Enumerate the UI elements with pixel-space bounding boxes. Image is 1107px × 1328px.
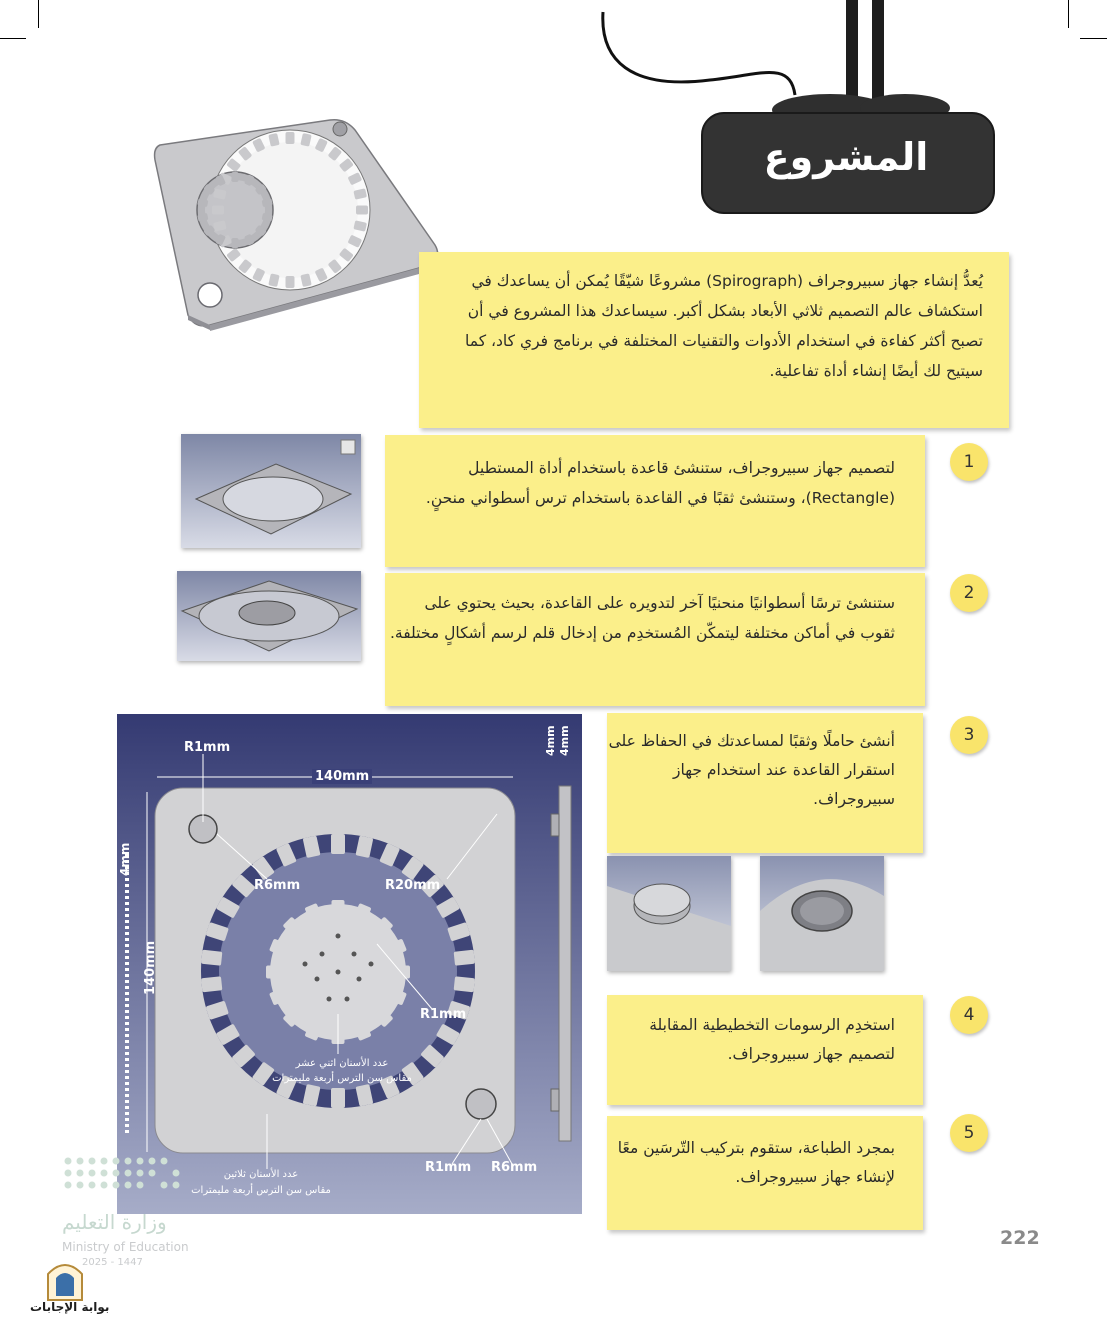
logo-dot bbox=[125, 1170, 132, 1177]
pen-hole bbox=[327, 997, 332, 1002]
pen-hole bbox=[357, 977, 362, 982]
step1-render bbox=[181, 434, 361, 548]
crop-mark bbox=[38, 0, 39, 28]
bottom-holder-circle bbox=[466, 1089, 496, 1119]
step2-image bbox=[177, 571, 361, 661]
logo-dot bbox=[65, 1182, 72, 1189]
step5-number: 5 bbox=[950, 1114, 988, 1152]
pen-hole bbox=[336, 970, 341, 975]
logo-dot bbox=[137, 1170, 144, 1177]
ministry-logo-dots bbox=[62, 1153, 202, 1208]
logo-dot bbox=[89, 1182, 96, 1189]
header-sign bbox=[590, 0, 1010, 225]
pen-hole bbox=[320, 952, 325, 957]
logo-dot bbox=[77, 1182, 84, 1189]
gear-tooth bbox=[331, 1088, 345, 1108]
crop-mark bbox=[1068, 0, 1069, 28]
logo-dot bbox=[113, 1170, 120, 1177]
logo-dot bbox=[125, 1182, 132, 1189]
logo-dot bbox=[89, 1158, 96, 1165]
label-r6-top: R6mm bbox=[254, 878, 301, 893]
crop-mark bbox=[1080, 38, 1107, 39]
pen-hole bbox=[352, 952, 357, 957]
logo-dot bbox=[101, 1158, 108, 1165]
label-r20: R20mm bbox=[385, 878, 441, 893]
holder-pin-render bbox=[607, 856, 731, 971]
step1-text: لتصميم جهاز سبيروجراف، ستنشئ قاعدة باستخدام أداة المستطيل (Rectangle)، وستنشئ ثقبًا في القاعدة باستخدام ترس أسطواني منحنٍ. bbox=[425, 459, 895, 507]
pen-hole bbox=[315, 977, 320, 982]
site-logo-icon bbox=[44, 1256, 86, 1302]
logo-dot bbox=[137, 1182, 144, 1189]
step3-text: أنشئ حاملًا وثقبًا لمساعدتك في الحفاظ على استقرار القاعدة عند استخدام جهاز سبيروجراف. bbox=[608, 732, 895, 808]
label-r1-bottom: R1mm bbox=[425, 1160, 472, 1175]
logo-dot bbox=[101, 1182, 108, 1189]
label-width: 140mm bbox=[312, 769, 372, 784]
logo-dot bbox=[113, 1182, 120, 1189]
gear-tooth bbox=[454, 976, 475, 992]
logo-dot bbox=[77, 1170, 84, 1177]
ministry-name-ar: وزارة التعليم bbox=[62, 1210, 167, 1234]
step3-number: 3 bbox=[950, 716, 988, 754]
label-r1-top: R1mm bbox=[184, 740, 231, 755]
step2-number: 2 bbox=[950, 574, 988, 612]
intro-note bbox=[419, 252, 1009, 428]
gear-tooth bbox=[331, 834, 345, 854]
spirograph-3d-illustration bbox=[150, 115, 450, 335]
gear-tooth bbox=[201, 950, 222, 966]
label-outer-gear-line2: مقاس سن الترس أربعة مليمترات bbox=[191, 1185, 331, 1196]
logo-dot bbox=[149, 1158, 156, 1165]
logo-dot bbox=[77, 1158, 84, 1165]
label-inner-gear-line1: عدد الأسنان اثني عشر bbox=[295, 1058, 389, 1069]
pen-hole bbox=[369, 962, 374, 967]
label-inner-gear-line2: مقاس سن الترس أربعة مليمترات bbox=[272, 1073, 412, 1084]
step3-note bbox=[607, 713, 923, 853]
holder-hole-image bbox=[760, 856, 884, 971]
pen-hole bbox=[303, 962, 308, 967]
holder-hole-render bbox=[760, 856, 884, 971]
holder-pin-image bbox=[607, 856, 731, 971]
gear-tooth bbox=[201, 976, 222, 992]
step1-number: 1 bbox=[950, 443, 988, 481]
logo-dot bbox=[161, 1182, 168, 1189]
label-thickness-b: 4mm bbox=[558, 725, 571, 756]
logo-dot bbox=[173, 1182, 180, 1189]
step4-text: استخدِم الرسومات التخطيطية المقابلة لتصميم جهاز سبيروجراف. bbox=[649, 1016, 895, 1063]
step5-note bbox=[607, 1116, 923, 1230]
crop-mark bbox=[0, 38, 26, 39]
gear-tooth bbox=[232, 238, 239, 248]
label-height: 140mm bbox=[143, 940, 158, 995]
logo-dot bbox=[161, 1158, 168, 1165]
step5-text: بمجرد الطباعة، ستقوم بتركيب التّرسَين معًا لإنشاء جهاز سبيروجراف. bbox=[617, 1139, 895, 1186]
step4-note bbox=[607, 995, 923, 1105]
logo-dot bbox=[65, 1158, 72, 1165]
pen-hole bbox=[336, 934, 341, 939]
page-title: المشروع bbox=[763, 135, 929, 179]
label-r1-inner: R1mm bbox=[420, 1007, 467, 1022]
gear-tooth bbox=[356, 206, 368, 215]
ministry-year: 2025 - 1447 bbox=[82, 1257, 143, 1268]
pen-hole bbox=[345, 997, 350, 1002]
step2-render bbox=[177, 571, 361, 661]
gear-tooth bbox=[266, 966, 282, 979]
gear-tooth bbox=[286, 276, 295, 288]
intro-text: يُعدُّ إنشاء جهاز سبيروجراف (Spirograph) مشروعًا شيّقًا يُمكن أن يساعدك في استكشاف عالم التصميم ثلاثي الأبعاد بشكل أكبر. سيساعدك هذا المشروع في أن تصبح أكثر كفاءة في استخدام الأدوات والتقنيات المختلفة في برنامج فري كاد، كما سيتيح لك أيضًا إنشاء أداة تفاعلية. bbox=[465, 272, 983, 380]
logo-dot bbox=[137, 1158, 144, 1165]
gear-tooth bbox=[212, 206, 224, 215]
gear-tooth bbox=[332, 900, 345, 916]
logo-dot bbox=[101, 1170, 108, 1177]
gear-tooth bbox=[454, 950, 475, 966]
logo-dot bbox=[89, 1170, 96, 1177]
logo-dot bbox=[149, 1170, 156, 1177]
logo-dot bbox=[65, 1170, 72, 1177]
site-logo-text: بوابة الإجابات bbox=[30, 1300, 110, 1314]
ministry-name-en: Ministry of Education bbox=[62, 1240, 189, 1254]
step4-number: 4 bbox=[950, 996, 988, 1034]
gear-tooth bbox=[286, 132, 295, 144]
gear-tooth bbox=[232, 172, 239, 182]
step1-image bbox=[181, 434, 361, 548]
step2-text: ستنشئ ترسًا أسطوانيًا منحنيًا آخر لتدويره على القاعدة، بحيث يحتوي على ثقوب في أماكن مختلفة ليتمكّن المُستخدِم من إدخال قلم لرسم أشكالٍ مختلفة. bbox=[389, 594, 895, 642]
label-side-4mm: 4mm bbox=[118, 842, 132, 876]
side-profile bbox=[559, 786, 571, 1141]
label-r6-bottom: R6mm bbox=[491, 1160, 538, 1175]
step1-note bbox=[385, 435, 925, 567]
logo-dot bbox=[125, 1158, 132, 1165]
page-number: 222 bbox=[1000, 1227, 1040, 1249]
logo-dot bbox=[113, 1158, 120, 1165]
blueprint-diagram bbox=[117, 714, 582, 1214]
logo-dot bbox=[173, 1170, 180, 1177]
label-outer-gear-line1: عدد الأسنان ثلاثين bbox=[223, 1169, 299, 1180]
label-thickness-a: 4mm bbox=[544, 725, 557, 756]
step2-note bbox=[385, 573, 925, 706]
